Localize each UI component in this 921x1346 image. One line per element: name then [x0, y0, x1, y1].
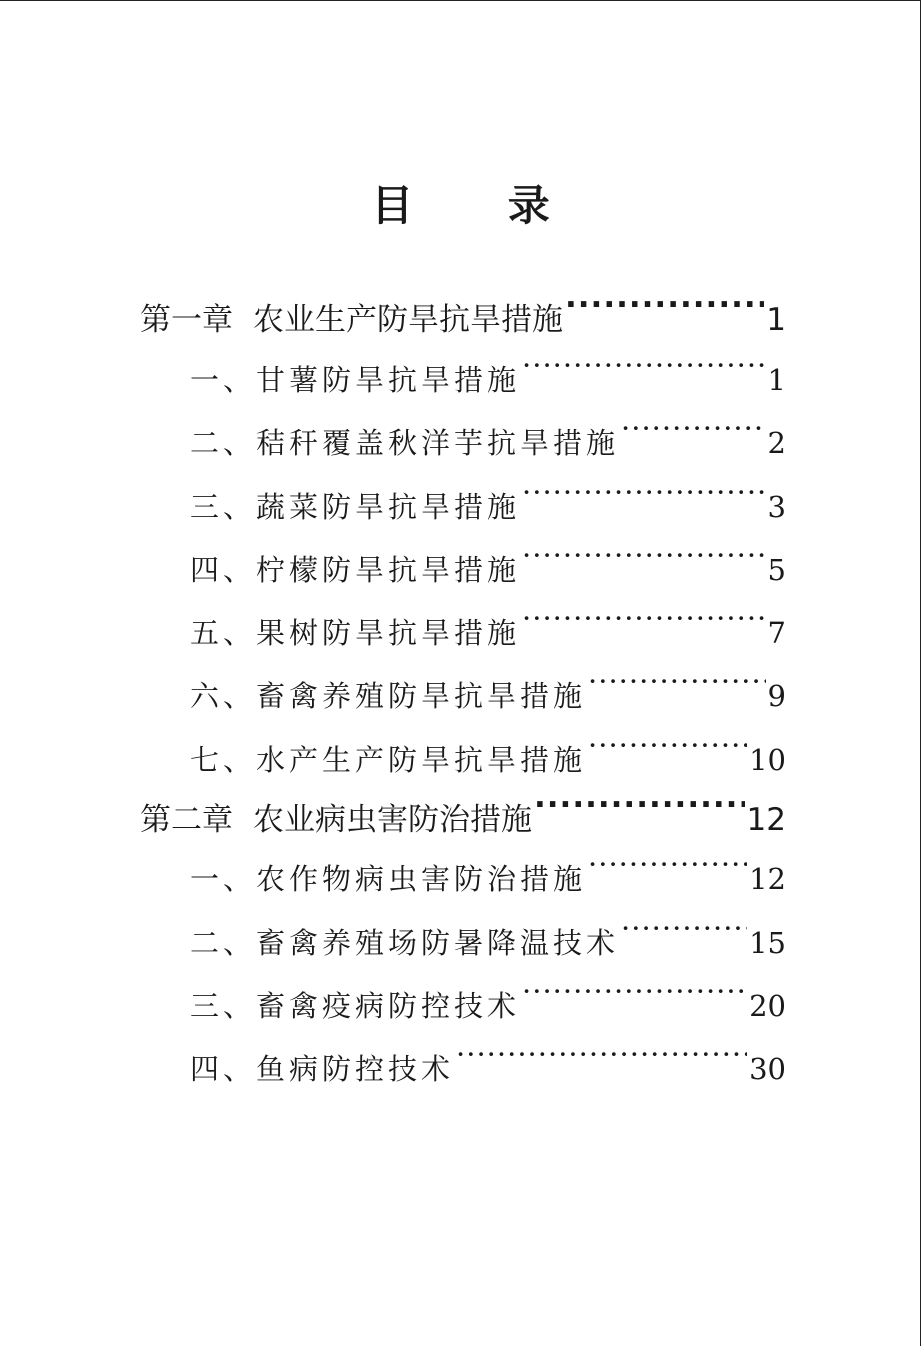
- section-title: 秸秆覆盖秋洋芋抗旱措施: [256, 426, 620, 460]
- section-title: 农作物病虫害防治措施: [256, 862, 587, 896]
- toc-section-1-2[interactable]: [190, 403, 786, 460]
- dot-leader: [588, 720, 747, 770]
- toc-section-2-2[interactable]: [190, 903, 786, 960]
- dot-leader: [522, 593, 766, 643]
- dot-leader: [456, 1029, 747, 1079]
- toc-section-2-4[interactable]: [190, 1029, 786, 1086]
- section-number: 三、: [190, 490, 257, 524]
- section-number: 一、: [190, 363, 257, 397]
- page-number: 15: [749, 926, 786, 960]
- dot-leader: [522, 340, 766, 390]
- dot-leader: [621, 903, 747, 953]
- section-title: 鱼病防控技术: [256, 1052, 455, 1086]
- section-title: 果树防旱抗旱措施: [256, 616, 521, 650]
- page-number: 7: [767, 616, 786, 650]
- page-number: 1: [766, 302, 786, 338]
- section-number: 三、: [190, 989, 257, 1023]
- section-number: 二、: [190, 426, 257, 460]
- page-number: 12: [746, 802, 786, 838]
- section-title: 水产生产防旱抗旱措施: [256, 743, 587, 777]
- chapter-number: 第二章: [140, 802, 233, 838]
- dot-leader: [588, 656, 766, 706]
- page-number: 30: [749, 1052, 786, 1086]
- page-number: 9: [767, 679, 786, 713]
- toc-section-1-1[interactable]: [190, 340, 786, 397]
- toc-section-1-7[interactable]: [190, 720, 786, 777]
- chapter-title: 农业病虫害防治措施: [253, 802, 532, 838]
- chapter-number: 第一章: [140, 302, 233, 338]
- page-border-top: [0, 0, 921, 1]
- chapter-title: 农业生产防旱抗旱措施: [253, 302, 563, 338]
- toc-chapter-1[interactable]: [140, 280, 786, 338]
- page-number: 3: [767, 490, 786, 524]
- dot-leader: [522, 467, 766, 517]
- dot-leader: [588, 839, 747, 889]
- toc-section-1-6[interactable]: [190, 656, 786, 713]
- page-number: 5: [767, 553, 786, 587]
- page-number: 10: [749, 743, 786, 777]
- toc-section-1-3[interactable]: [190, 467, 786, 524]
- toc-section-2-1[interactable]: [190, 839, 786, 896]
- page-number: 2: [767, 426, 786, 460]
- toc-section-1-4[interactable]: [190, 530, 786, 587]
- toc-chapter-2[interactable]: [140, 780, 786, 838]
- toc-section-1-5[interactable]: [190, 593, 786, 650]
- section-title: 畜禽养殖防旱抗旱措施: [256, 679, 587, 713]
- section-number: 四、: [190, 553, 257, 587]
- toc-section-2-3[interactable]: [190, 966, 786, 1023]
- section-title: 柠檬防旱抗旱措施: [256, 553, 521, 587]
- page-number: 1: [767, 363, 786, 397]
- section-number: 五、: [190, 616, 257, 650]
- page-number: 12: [749, 862, 786, 896]
- section-number: 一、: [190, 862, 257, 896]
- section-number: 六、: [190, 679, 257, 713]
- page-number: 20: [749, 989, 786, 1023]
- dot-leader: [522, 966, 747, 1016]
- dot-leader: [534, 780, 745, 830]
- section-title: 甘薯防旱抗旱措施: [256, 363, 521, 397]
- section-number: 二、: [190, 926, 257, 960]
- section-number: 七、: [190, 743, 257, 777]
- section-number: 四、: [190, 1052, 257, 1086]
- section-title: 蔬菜防旱抗旱措施: [256, 490, 521, 524]
- section-title: 畜禽养殖场防暑降温技术: [256, 926, 620, 960]
- page-title: 目 录: [371, 181, 590, 230]
- section-title: 畜禽疫病防控技术: [256, 989, 521, 1023]
- dot-leader: [621, 403, 766, 453]
- dot-leader: [565, 280, 764, 330]
- dot-leader: [522, 530, 766, 580]
